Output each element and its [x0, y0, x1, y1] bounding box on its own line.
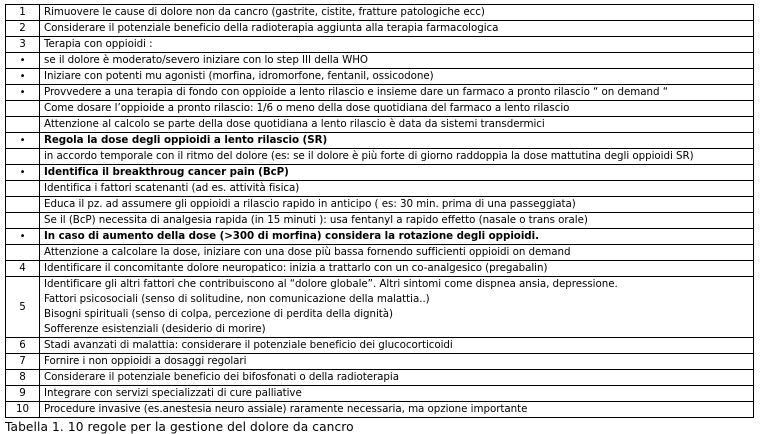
row-number	[6, 101, 40, 117]
table-row	[6, 21, 754, 37]
bullet-marker: •	[6, 133, 40, 149]
table-row	[6, 277, 754, 338]
row-text: Terapia con oppioidi :	[40, 37, 754, 53]
bullet-marker: •	[6, 69, 40, 85]
row-number: 2	[6, 21, 40, 37]
row-text-line: Sofferenze esistenziali (desiderio di morire)	[44, 323, 266, 335]
row-text: Come dosare l’oppioide a pronto rilascio: 1/6 o meno della dose quotidiana del farmaco a lento rilascio	[40, 101, 754, 117]
row-text: In caso di aumento della dose (>300 di morfina) considera la rotazione degli oppioidi.	[40, 229, 754, 245]
row-text-line: Identificare gli altri fattori che contribuiscono al “dolore globale”. Altri sintomi come dispnea ansia, depressione.	[44, 278, 618, 290]
row-text: Identifica i fattori scatenanti (ad es. attività fisica)	[40, 181, 754, 197]
table-row	[6, 338, 754, 354]
table-row	[6, 53, 754, 69]
table-row	[6, 5, 754, 21]
table-row	[6, 245, 754, 261]
bullet-marker: •	[6, 53, 40, 69]
table-row	[6, 117, 754, 133]
row-text	[40, 277, 754, 338]
rules-table	[5, 4, 754, 418]
row-text: Attenzione al calcolo se parte della dose quotidiana a lento rilascio è data da sistemi transdermici	[40, 117, 754, 133]
table-row	[6, 101, 754, 117]
row-number	[6, 213, 40, 229]
table-row	[6, 181, 754, 197]
row-text: Considerare il potenziale beneficio della radioterapia aggiunta alla terapia farmacologica	[40, 21, 754, 37]
table-row	[6, 370, 754, 386]
table-row	[6, 197, 754, 213]
table-row	[6, 354, 754, 370]
row-text-line: Fattori psicosociali (senso di solitudine, non comunicazione della malattia..)	[44, 293, 430, 305]
table-row	[6, 85, 754, 101]
row-text: Rimuovere le cause di dolore non da cancro (gastrite, cistite, fratture patologiche ecc)	[40, 5, 754, 21]
row-text: se il dolore è moderato/severo iniziare con lo step III della WHO	[40, 53, 754, 69]
table-row	[6, 37, 754, 53]
row-number: 5	[6, 277, 40, 338]
row-text: Fornire i non oppioidi a dosaggi regolari	[40, 354, 754, 370]
row-text: Regola la dose degli oppioidi a lento rilascio (SR)	[40, 133, 754, 149]
row-number: 3	[6, 37, 40, 53]
row-number	[6, 117, 40, 133]
table-row	[6, 133, 754, 149]
document	[5, 4, 754, 434]
bullet-marker: •	[6, 229, 40, 245]
row-text: Considerare il potenziale beneficio dei bifosfonati o della radioterapia	[40, 370, 754, 386]
table-row	[6, 149, 754, 165]
table-row	[6, 386, 754, 402]
row-text: Educa il pz. ad assumere gli oppioidi a rilascio rapido in anticipo ( es: 30 min. prima di una passeggiata)	[40, 197, 754, 213]
row-text: Stadi avanzati di malattia: considerare il potenziale beneficio dei glucocorticoidi	[40, 338, 754, 354]
table-row	[6, 213, 754, 229]
row-text-line: Bisogni spirituali (senso di colpa, percezione di perdita della dignità)	[44, 308, 394, 320]
rules-table-body	[6, 5, 754, 418]
row-text: Attenzione a calcolare la dose, iniziare con una dose più bassa fornendo sufficienti oppioidi on demand	[40, 245, 754, 261]
row-text: Se il (BcP) necessita di analgesia rapida (in 15 minuti ): usa fentanyl a rapido effetto (nasale o trans orale)	[40, 213, 754, 229]
row-number: 1	[6, 5, 40, 21]
row-number: 4	[6, 261, 40, 277]
row-number: 10	[6, 402, 40, 418]
table-row	[6, 402, 754, 418]
table-row	[6, 165, 754, 181]
row-number	[6, 197, 40, 213]
row-number	[6, 245, 40, 261]
row-number	[6, 181, 40, 197]
table-row	[6, 69, 754, 85]
table-row	[6, 261, 754, 277]
row-number	[6, 149, 40, 165]
table-row	[6, 229, 754, 245]
table-caption: Tabella 1. 10 regole per la gestione del dolore da cancro	[5, 420, 354, 434]
row-number: 9	[6, 386, 40, 402]
row-text: Identifica il breakthroug cancer pain (BcP)	[40, 165, 754, 181]
row-text: Iniziare con potenti mu agonisti (morfina, idromorfone, fentanil, ossicodone)	[40, 69, 754, 85]
bullet-marker: •	[6, 165, 40, 181]
row-number: 6	[6, 338, 40, 354]
row-text: in accordo temporale con il ritmo del dolore (es: se il dolore è più forte di giorno raddoppia la dose mattutina degli oppioidi SR)	[40, 149, 754, 165]
row-number: 7	[6, 354, 40, 370]
row-text: Procedure invasive (es.anestesia neuro assiale) raramente necessaria, ma opzione importante	[40, 402, 754, 418]
row-text: Integrare con servizi specializzati di cure palliative	[40, 386, 754, 402]
bullet-marker: •	[6, 85, 40, 101]
row-text: Provvedere a una terapia di fondo con oppioide a lento rilascio e insieme dare un farmaco a pronto rilascio “ on demand “	[40, 85, 754, 101]
row-number: 8	[6, 370, 40, 386]
row-text: Identificare il concomitante dolore neuropatico: inizia a trattarlo con un co-analgesico (pregabalin)	[40, 261, 754, 277]
